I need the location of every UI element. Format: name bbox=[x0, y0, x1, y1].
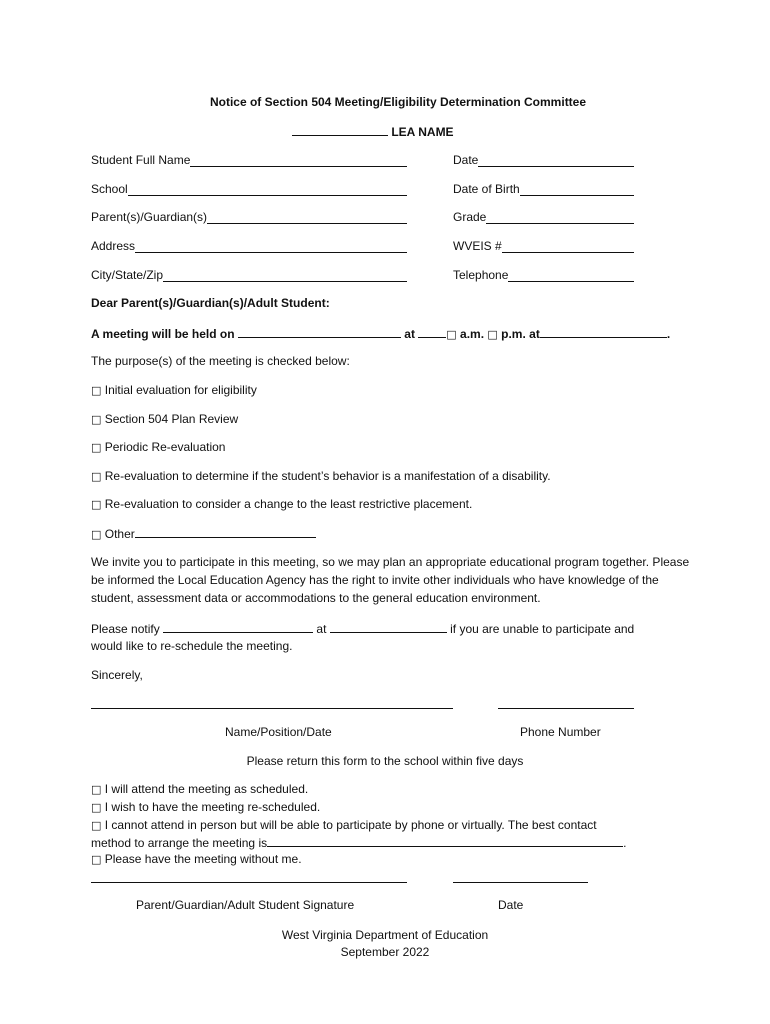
address-label: Address bbox=[91, 239, 136, 253]
am-checkbox[interactable]: □ bbox=[446, 328, 457, 341]
response-checkbox[interactable]: □ bbox=[91, 819, 102, 832]
response-without-me[interactable] bbox=[91, 852, 302, 867]
form-title: Notice of Section 504 Meeting/Eligibility Determination Committee bbox=[209, 95, 587, 109]
lea-name-label: LEA NAME bbox=[391, 125, 454, 139]
purpose-label: Other bbox=[104, 527, 135, 541]
date-of-birth-field[interactable] bbox=[453, 182, 634, 196]
parent-date-label: Date bbox=[498, 898, 524, 912]
purpose-checkbox[interactable]: □ bbox=[91, 498, 102, 511]
salutation: Dear Parent(s)/Guardian(s)/Adult Student: bbox=[91, 296, 330, 310]
arrange-label: method to arrange the meeting is bbox=[91, 836, 268, 850]
arrange-period: . bbox=[623, 836, 627, 850]
purpose-label: Section 504 Plan Review bbox=[104, 412, 239, 426]
response-checkbox[interactable]: □ bbox=[91, 853, 102, 866]
meeting-held-on-label: A meeting will be held on bbox=[91, 327, 235, 341]
parents-guardians-field[interactable] bbox=[91, 210, 407, 224]
purpose-checkbox[interactable]: □ bbox=[91, 413, 102, 426]
parent-signature-label: Parent/Guardian/Adult Student Signature bbox=[136, 898, 355, 912]
purpose-label: Re-evaluation to determine if the student’s behavior is a manifestation of a disability. bbox=[104, 469, 551, 483]
grade-field[interactable] bbox=[453, 210, 634, 224]
telephone-field[interactable] bbox=[453, 268, 634, 282]
city-state-zip-line[interactable] bbox=[163, 270, 407, 282]
grade-line[interactable] bbox=[486, 212, 634, 224]
meeting-time-blank[interactable] bbox=[418, 326, 446, 338]
meeting-at-label: at bbox=[404, 327, 415, 341]
parent-signature-line[interactable] bbox=[91, 882, 407, 883]
response-label: I wish to have the meeting re-scheduled. bbox=[104, 800, 321, 814]
parents-guardians-label: Parent(s)/Guardian(s) bbox=[91, 210, 208, 224]
sincerely: Sincerely, bbox=[91, 668, 143, 682]
invite-paragraph: We invite you to participate in this meeting, so we may plan an appropriate educational program together. Please be informed the Local Education Agency has the right to invite other individuals who have knowledge of the student, assessment data or accommodations to the general education environment. bbox=[91, 555, 690, 605]
student-full-name-label: Student Full Name bbox=[91, 153, 191, 167]
parent-date-line[interactable] bbox=[453, 882, 588, 883]
response-checkbox[interactable]: □ bbox=[91, 801, 102, 814]
contact-method-blank[interactable] bbox=[267, 835, 623, 847]
name-position-date-label: Name/Position/Date bbox=[225, 725, 332, 739]
phone-number-label: Phone Number bbox=[520, 725, 601, 739]
response-checkbox[interactable]: □ bbox=[91, 783, 102, 796]
purpose-item[interactable] bbox=[91, 469, 551, 484]
notify-tail: if you are unable to participate and bbox=[450, 622, 635, 636]
response-label: I will attend the meeting as scheduled. bbox=[104, 782, 309, 796]
telephone-line[interactable] bbox=[508, 270, 634, 282]
date-of-birth-line[interactable] bbox=[520, 184, 634, 196]
footer-date: September 2022 bbox=[340, 945, 430, 959]
school-field[interactable] bbox=[91, 182, 407, 196]
pm-at-label: p.m. at bbox=[501, 327, 540, 341]
staff-signature-line[interactable] bbox=[91, 708, 453, 709]
meeting-line bbox=[91, 326, 670, 342]
response-label: Please have the meeting without me. bbox=[104, 852, 302, 866]
notify-person-blank[interactable] bbox=[163, 621, 313, 633]
date-field[interactable] bbox=[453, 153, 634, 167]
notify-line-2: would like to re-schedule the meeting. bbox=[91, 639, 293, 653]
wveis-label: WVEIS # bbox=[453, 239, 502, 253]
response-attend[interactable] bbox=[91, 782, 308, 797]
response-arrange-line bbox=[91, 835, 626, 850]
lea-name-row bbox=[292, 124, 454, 139]
purpose-checkbox[interactable]: □ bbox=[91, 470, 102, 483]
notify-at-label: at bbox=[316, 622, 327, 636]
other-blank[interactable] bbox=[135, 526, 316, 538]
city-state-zip-field[interactable] bbox=[91, 268, 407, 282]
notify-phone-blank[interactable] bbox=[330, 621, 447, 633]
telephone-label: Telephone bbox=[453, 268, 509, 282]
wveis-line[interactable] bbox=[502, 241, 634, 253]
notify-line bbox=[91, 621, 634, 636]
return-note: Please return this form to the school within five days bbox=[246, 754, 524, 768]
address-line[interactable] bbox=[135, 241, 407, 253]
school-line[interactable] bbox=[128, 184, 407, 196]
purpose-item-other[interactable] bbox=[91, 526, 316, 542]
notify-label: Please notify bbox=[91, 622, 160, 636]
purpose-label: Periodic Re-evaluation bbox=[104, 440, 226, 454]
parents-guardians-line[interactable] bbox=[207, 212, 407, 224]
pm-checkbox[interactable]: □ bbox=[487, 328, 498, 341]
purpose-label: Initial evaluation for eligibility bbox=[104, 383, 257, 397]
meeting-date-blank[interactable] bbox=[238, 326, 401, 338]
response-label: I cannot attend in person but will be able to participate by phone or virtually. The best contact bbox=[104, 818, 597, 832]
date-of-birth-label: Date of Birth bbox=[453, 182, 520, 196]
date-line[interactable] bbox=[478, 155, 634, 167]
student-full-name-line[interactable] bbox=[190, 155, 407, 167]
city-state-zip-label: City/State/Zip bbox=[91, 268, 164, 282]
response-reschedule[interactable] bbox=[91, 800, 320, 815]
purpose-label: Re-evaluation to consider a change to the least restrictive placement. bbox=[104, 497, 473, 511]
purpose-item[interactable] bbox=[91, 412, 238, 427]
student-full-name-field[interactable] bbox=[91, 153, 407, 167]
footer-department: West Virginia Department of Education bbox=[281, 928, 489, 942]
purpose-item[interactable] bbox=[91, 497, 472, 512]
wveis-field[interactable] bbox=[453, 239, 634, 253]
response-phone-virtual[interactable] bbox=[91, 818, 597, 833]
purpose-checkbox[interactable]: □ bbox=[91, 441, 102, 454]
address-field[interactable] bbox=[91, 239, 407, 253]
purpose-checkbox[interactable]: □ bbox=[91, 384, 102, 397]
date-label: Date bbox=[453, 153, 479, 167]
lea-name-blank[interactable] bbox=[292, 124, 388, 136]
phone-number-line[interactable] bbox=[498, 708, 634, 709]
meeting-period: . bbox=[666, 327, 671, 341]
purpose-intro: The purpose(s) of the meeting is checked below: bbox=[91, 354, 350, 368]
am-label: a.m. bbox=[460, 327, 485, 341]
purpose-item[interactable] bbox=[91, 440, 225, 455]
meeting-location-blank[interactable] bbox=[540, 326, 667, 338]
grade-label: Grade bbox=[453, 210, 487, 224]
purpose-item[interactable] bbox=[91, 383, 257, 398]
school-label: School bbox=[91, 182, 128, 196]
purpose-checkbox[interactable]: □ bbox=[91, 528, 102, 541]
